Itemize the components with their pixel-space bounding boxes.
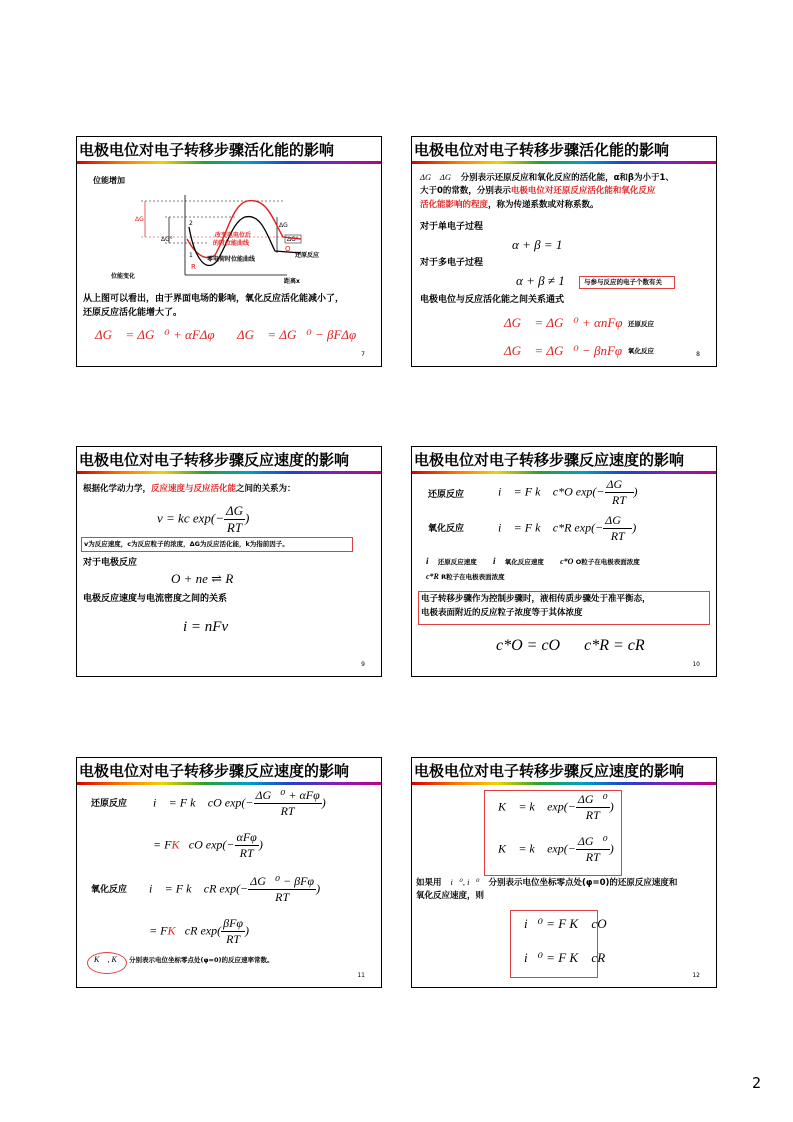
slide-number: 7 xyxy=(361,351,365,358)
slide-number: 9 xyxy=(361,661,365,668)
delta-g-black-label: ΔG xyxy=(279,222,288,229)
equation-concentration: c*O = cO c*R = cR xyxy=(496,637,645,654)
denominator: RT xyxy=(585,850,600,864)
text-part: 之间的关系为： xyxy=(236,484,296,494)
fraction xyxy=(221,916,245,947)
eq-left: K⃖ = k⃖ exp(− xyxy=(498,841,576,856)
eq-left: K⃗ = k⃗ exp(− xyxy=(498,799,576,814)
legend-text: O粒子在电极表面浓度 xyxy=(575,558,640,566)
delta-g0-label: ΔG° xyxy=(161,236,173,243)
equation-4 xyxy=(149,916,249,947)
denominator: RT xyxy=(226,932,241,946)
text-line-3 xyxy=(420,199,599,212)
numerator: ΔG⃖⁰ − βFφ xyxy=(250,874,315,888)
point-2-label: 2 xyxy=(189,220,193,227)
numerator: ΔG xyxy=(225,503,244,518)
eq-mid: cO exp(− xyxy=(188,837,235,852)
fraction xyxy=(254,788,322,819)
numerator: ΔG⃗ xyxy=(606,477,632,491)
slide-7 xyxy=(76,136,382,367)
numerator: ΔG⃖ xyxy=(605,513,631,527)
slide-title: 电极电位对电子转移步骤反应速度的影响 xyxy=(414,451,685,469)
equation-oxidation xyxy=(498,513,636,544)
equation-1 xyxy=(498,792,614,823)
denominator: RT xyxy=(280,804,295,818)
note-line-2: 电极表面附近的反应粒子浓度等于其体浓度 xyxy=(421,608,583,618)
eq-right: ) xyxy=(245,923,250,938)
explanation-line-2: 还原反应活化能增大了。 xyxy=(83,308,183,318)
legend-text: 还原反应速度 xyxy=(437,558,477,566)
equation-oxidation: ΔG⃖ = ΔG⃖⁰ − βnFφ xyxy=(504,343,623,358)
symbol: i⃗ xyxy=(426,556,436,566)
denominator: RT xyxy=(612,493,627,507)
delta-g0-black-label: ΔG° xyxy=(287,236,299,243)
text-part: 根据化学动力学， xyxy=(83,484,152,494)
equation-reaction: O + ne ⇌ R xyxy=(171,571,234,586)
eq-left: i⃗ = F k⃗ cO exp(− xyxy=(153,795,254,810)
legend-text: R粒子在电极表面浓度 xyxy=(441,573,505,581)
text-part: 大于0的常数，分别表示 xyxy=(420,186,511,196)
symbols: i⃗⁰, i⃖⁰ xyxy=(450,877,480,887)
symbol: c*R xyxy=(426,572,439,581)
equation-multi: α + β ≠ 1 xyxy=(516,273,565,288)
equation-3 xyxy=(149,874,320,905)
numerator: αFφ xyxy=(236,830,257,844)
note-line-1: 电子转移步骤作为控制步骤时，液相传质步骤处于准平衡态， xyxy=(421,594,651,604)
slide-12 xyxy=(411,757,717,988)
fraction xyxy=(248,874,316,905)
equation-oxidation: ΔG⃖ = ΔG⃖⁰ − βFΔφ xyxy=(237,327,357,342)
text-part: 如果用 xyxy=(416,878,442,888)
r-label: R xyxy=(191,263,196,271)
symbols: ΔG⃗ ΔG⃖ xyxy=(420,172,458,182)
point-1-label: 1 xyxy=(189,252,193,259)
shifted-potential-curve xyxy=(187,201,301,258)
numerator: βFφ xyxy=(223,916,244,930)
denominator: RT xyxy=(239,846,254,860)
numerator: ΔG⃗⁰ + αFφ xyxy=(255,788,320,802)
reduction-label: 还原反应 xyxy=(91,799,128,809)
note-box xyxy=(81,537,353,552)
rate-constant: K⃗ xyxy=(171,837,189,852)
numerator: ΔG⃗⁰ xyxy=(577,792,608,806)
y-axis-label: 位能增加 xyxy=(93,176,125,185)
slide-title: 电极电位对电子转移步骤反应速度的影响 xyxy=(79,762,350,780)
equation-4: i⃖⁰ = F K⃖ cR xyxy=(524,950,606,965)
equation-current: i = nFv xyxy=(183,619,229,635)
eq-right: ) xyxy=(632,520,637,535)
eq-right: ) xyxy=(609,799,614,814)
explanation-line-1: 从上图可以看出，由于界面电场的影响，氧化反应活化能减小了， xyxy=(83,294,345,304)
rainbow-divider xyxy=(412,471,716,474)
slide-number: 8 xyxy=(696,351,700,358)
equation-reduction: ΔG⃗ = ΔG⃗⁰ + αFΔφ xyxy=(95,327,215,342)
denominator: RT xyxy=(275,890,290,904)
slide-10 xyxy=(411,446,717,677)
equation-rate xyxy=(157,503,249,536)
eq-left: = F xyxy=(153,837,172,852)
equation-3: i⃗⁰ = F K⃗ cO xyxy=(524,916,607,931)
relation-label: 电极电位与反应活化能之间关系通式 xyxy=(420,295,565,305)
fraction xyxy=(605,477,634,508)
eq-right: ) xyxy=(633,484,638,499)
slide-8 xyxy=(411,136,717,367)
symbol: c*O xyxy=(560,557,574,566)
note-box xyxy=(579,276,675,289)
text-part: ，称为传递系数或对称系数。 xyxy=(488,200,599,210)
denominator: RT xyxy=(226,520,243,535)
equation-single: α + β = 1 xyxy=(512,237,563,252)
fraction xyxy=(235,830,259,861)
text-line-1 xyxy=(416,876,677,890)
eq-right: ) xyxy=(258,837,263,852)
reduction-label: 还原反应 xyxy=(295,252,320,259)
oxidation-label: 氧化反应 xyxy=(428,524,465,534)
text-line-1 xyxy=(83,483,296,496)
slide-9 xyxy=(76,446,382,677)
slide-title: 电极电位对电子转移步骤活化能的影响 xyxy=(414,141,670,159)
x-axis-label: 距离x xyxy=(284,278,300,285)
text-part: 分别表示还原反应和氧化反应的活化能，α和β为小于1、 xyxy=(457,173,674,183)
oxidation-label: 氧化反应 xyxy=(91,885,128,895)
highlight-text: 反应速度与反应活化能 xyxy=(151,484,237,494)
electrode-reaction-label: 对于电极反应 xyxy=(83,558,138,568)
slide-number: 11 xyxy=(357,972,365,979)
rainbow-divider xyxy=(412,161,716,164)
reduction-label: 还原反应 xyxy=(628,320,654,328)
equation-reduction xyxy=(498,477,638,508)
o-label: O xyxy=(285,245,291,253)
fraction xyxy=(576,792,610,823)
rainbow-divider xyxy=(77,471,381,474)
legend-row-1 xyxy=(426,555,640,569)
eq-right: ) xyxy=(316,881,321,896)
multi-electron-label: 对于多电子过程 xyxy=(420,258,484,268)
fraction xyxy=(224,503,245,536)
eq-mid: cR exp( xyxy=(184,923,222,938)
slide-title: 电极电位对电子转移步骤反应速度的影响 xyxy=(414,762,685,780)
note-text: v为反应速度，c为反应粒子的浓度，ΔG为反应活化能，k为指前因子。 xyxy=(84,540,289,548)
equation-2 xyxy=(153,830,263,861)
highlight-text: 电极电位对还原反应活化能和氧化反应 xyxy=(510,186,656,196)
eq-left: = F xyxy=(149,923,168,938)
slide-title: 电极电位对电子转移步骤反应速度的影响 xyxy=(79,451,350,469)
eq-right: ) xyxy=(245,510,250,526)
eq-right: ) xyxy=(609,841,614,856)
relation-label: 电极反应速度与电流密度之间的关系 xyxy=(83,594,228,604)
shifted-curve-label: 改变电电位后 xyxy=(215,232,252,239)
text-line-1 xyxy=(420,171,674,185)
eq-right: ) xyxy=(321,795,326,810)
note-text: 分别表示电位坐标零点处(φ=0)的反应速率常数。 xyxy=(129,956,274,964)
note-box xyxy=(418,591,710,625)
slide-number: 12 xyxy=(692,972,700,979)
note-symbols: K⃗ , K⃖ xyxy=(94,955,124,964)
slide-11 xyxy=(76,757,382,988)
rainbow-divider xyxy=(412,782,716,785)
oxidation-label: 氧化反应 xyxy=(628,347,654,355)
equation-2 xyxy=(498,834,614,865)
reduction-label: 还原反应 xyxy=(428,490,465,500)
equation-reduction: ΔG⃗ = ΔG⃗⁰ + αnFφ xyxy=(504,315,623,330)
legend-row-2 xyxy=(426,571,505,583)
numerator: ΔG⃖⁰ xyxy=(577,834,608,848)
x-axis-change-label: 位能变化 xyxy=(111,273,136,280)
fraction xyxy=(576,834,610,865)
eq-left: i⃖ = F k⃖ cR exp(− xyxy=(149,881,249,896)
text-line-2: 氧化反应速度，则 xyxy=(416,891,485,901)
note-text: 与参与反应的电子个数有关 xyxy=(584,278,662,286)
rainbow-divider xyxy=(77,161,381,164)
page-number: 2 xyxy=(751,1074,761,1092)
slide-title: 电极电位对电子转移步骤活化能的影响 xyxy=(79,141,335,159)
potential-energy-diagram xyxy=(77,165,382,295)
denominator: RT xyxy=(610,529,625,543)
slide-number: 10 xyxy=(692,661,700,668)
fraction xyxy=(603,513,632,544)
symbol: i⃖ xyxy=(493,556,503,566)
shifted-curve-label-2: 的时位能曲线 xyxy=(213,240,250,247)
highlight-text: 活化能影响的程度 xyxy=(420,200,489,210)
delta-g-red-label: ΔG xyxy=(135,216,144,223)
rate-constant: K⃖ xyxy=(167,923,185,938)
equation-1 xyxy=(153,788,326,819)
denominator: RT xyxy=(585,808,600,822)
rainbow-divider xyxy=(77,782,381,785)
zero-curve-label: 零电荷时位能曲线 xyxy=(207,256,256,263)
legend-text: 氧化反应速度 xyxy=(504,558,544,566)
eq-left: i⃗ = F k⃗ c*O exp(− xyxy=(498,484,605,499)
eq-left: v = kc exp(− xyxy=(157,510,224,526)
single-electron-label: 对于单电子过程 xyxy=(420,222,484,232)
eq-left: i⃖ = F k⃖ c*R exp(− xyxy=(498,520,604,535)
text-line-2 xyxy=(420,185,655,198)
text-part: 分别表示电位坐标零点处(φ=0)的还原反应速度和 xyxy=(488,878,678,888)
